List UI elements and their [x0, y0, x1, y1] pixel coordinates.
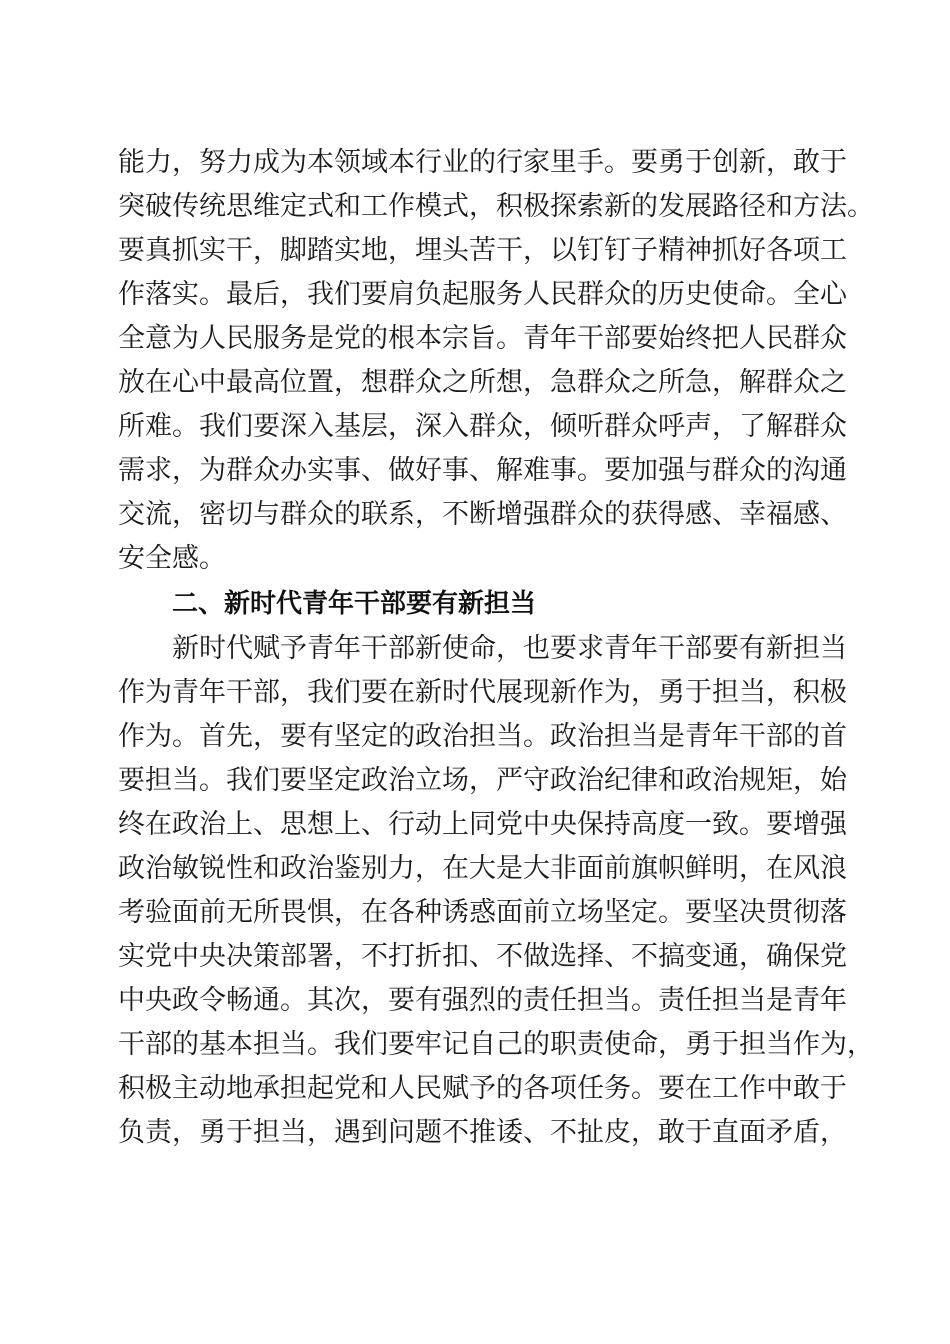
paragraph-line: 新时代赋予青年干部新使命，也要求青年干部要有新担当 [172, 633, 847, 664]
paragraph-line: 实党中央决策部署，不打折扣、不做选择、不搞变通，确保党 [118, 941, 847, 972]
paragraph-line: 积极主动地承担起党和人民赋予的各项任务。要在工作中敢于 [118, 1073, 847, 1104]
paragraph-line: 突破传统思维定式和工作模式，积极探索新的发展路径和方法。 [118, 191, 874, 222]
paragraph-line: 所难。我们要深入基层，深入群众，倾听群众呼声，了解群众 [118, 411, 847, 442]
paragraph-line: 政治敏锐性和政治鉴别力，在大是大非面前旗帜鲜明，在风浪 [118, 853, 847, 884]
section-heading: 二、新时代青年干部要有新担当 [172, 589, 537, 619]
paragraph-line: 能力，努力成为本领域本行业的行家里手。要勇于创新，敢于 [118, 147, 847, 178]
paragraph-line: 交流，密切与群众的联系，不断增强群众的获得感、幸福感、 [118, 499, 847, 530]
paragraph-line: 中央政令畅通。其次，要有强烈的责任担当。责任担当是青年 [118, 985, 847, 1016]
paragraph-line: 终在政治上、思想上、行动上同党中央保持高度一致。要增强 [118, 809, 847, 840]
paragraph-line: 考验面前无所畏惧，在各种诱惑面前立场坚定。要坚决贯彻落 [118, 897, 847, 928]
paragraph-line: 安全感。 [118, 543, 226, 574]
paragraph-line: 需求，为群众办实事、做好事、解难事。要加强与群众的沟通 [118, 455, 847, 486]
paragraph-line: 全意为人民服务是党的根本宗旨。青年干部要始终把人民群众 [118, 323, 847, 354]
paragraph-line: 要真抓实干，脚踏实地，埋头苦干，以钉钉子精神抓好各项工 [118, 235, 847, 266]
paragraph-line: 放在心中最高位置，想群众之所想，急群众之所急，解群众之 [118, 367, 847, 398]
paragraph-line: 作落实。最后，我们要肩负起服务人民群众的历史使命。全心 [118, 279, 847, 310]
paragraph-line: 作为青年干部，我们要在新时代展现新作为，勇于担当，积极 [118, 677, 847, 708]
paragraph-line: 负责，勇于担当，遇到问题不推诿、不扯皮，敢于直面矛盾， [118, 1117, 847, 1148]
paragraph-line: 作为。首先，要有坚定的政治担当。政治担当是青年干部的首 [118, 721, 847, 752]
paragraph-line: 要担当。我们要坚定政治立场，严守政治纪律和政治规矩，始 [118, 765, 847, 796]
paragraph-line: 干部的基本担当。我们要牢记自己的职责使命，勇于担当作为， [118, 1029, 874, 1060]
